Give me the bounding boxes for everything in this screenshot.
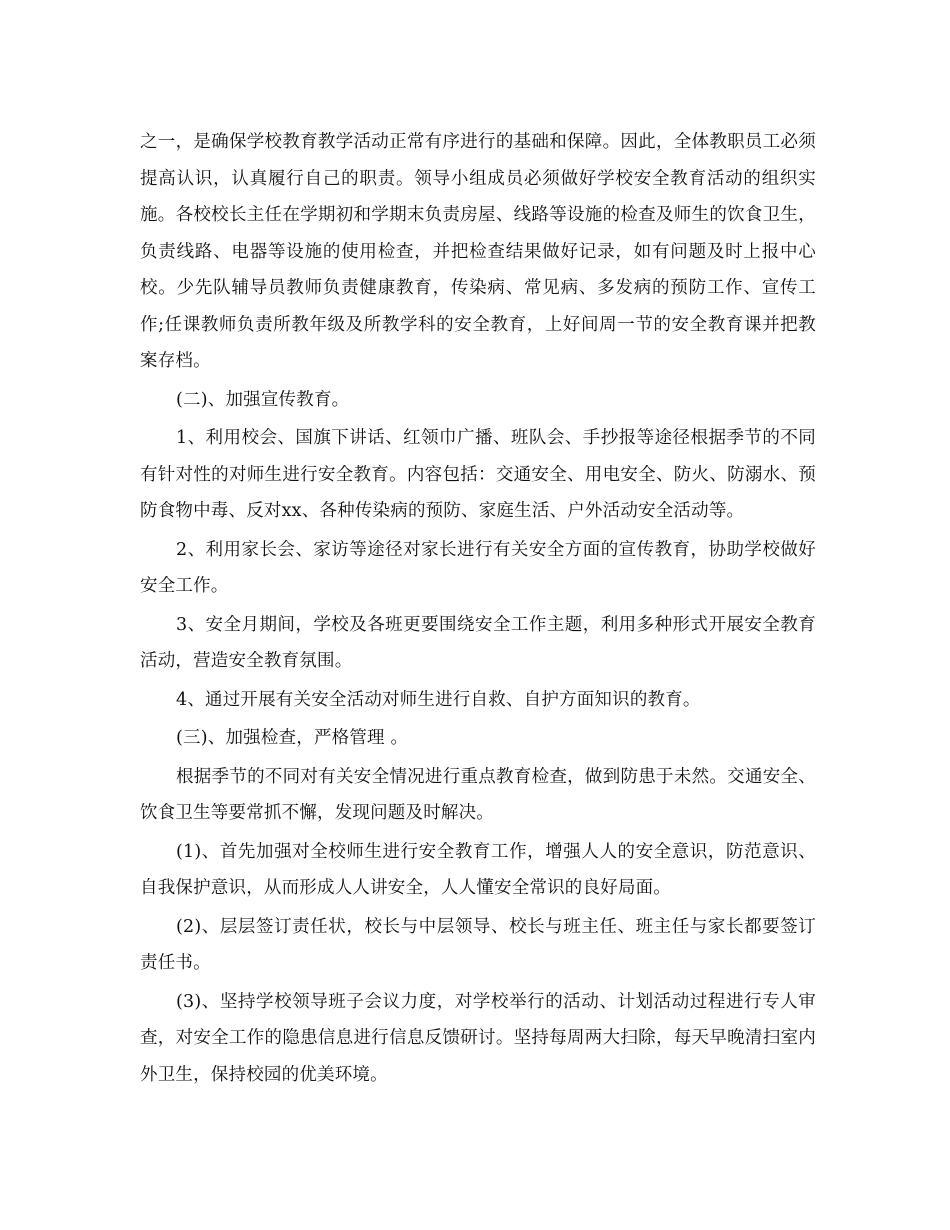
paragraph-item-1: 1、利用校会、国旗下讲话、红领巾广播、班队会、手抄报等途径根据季节的不同有针对性的对师生进行安全教育。内容包括：交通安全、用电安全、防火、防溺水、预防食物中毒、反对xx、各种传染病的预防、家庭生活、户外活动安全活动等。 (140, 428, 816, 521)
paragraph-point-1: (1)、首先加强对全校师生进行安全教育工作，增强人人的安全意识，防范意识、自我保护意识，从而形成人人讲安全，人人懂安全常识的良好局面。 (140, 841, 816, 898)
document-body (140, 124, 816, 1095)
paragraph-point-2: (2)、层层签订责任状，校长与中层领导、校长与班主任、班主任与家长都要签订责任书。 (140, 916, 816, 973)
paragraph-item-3: 3、安全月期间，学校及各班更要围绕安全工作主题，利用多种形式开展安全教育活动，营造安全教育氛围。 (140, 614, 816, 671)
paragraph-seasonal-inspection: 根据季节的不同对有关安全情况进行重点教育检查，做到防患于未然。交通安全、饮食卫生等要常抓不懈，发现问题及时解决。 (140, 766, 816, 823)
paragraph-responsibilities: 之一，是确保学校教育教学活动正常有序进行的基础和保障。因此，全体教职员工必须提高认识，认真履行自己的职责。领导小组成员必须做好学校安全教育活动的组织实施。各校校长主任在学期初和学期末负责房屋、线路等设施的检查及师生的饮食卫生，负责线路、电器等设施的使用检查，并把检查结果做好记录，如有问题及时上报中心校。少先队辅导员教师负责健康教育，传染病、常见病、多发病的预防工作、宣传工作;任课教师负责所教年级及所教学科的安全教育，上好间周一节的安全教育课并把教案存档。 (140, 132, 816, 371)
paragraph-item-2: 2、利用家长会、家访等途径对家长进行有关安全方面的宣传教育，协助学校做好安全工作。 (140, 539, 816, 596)
paragraph-item-4: 4、通过开展有关安全活动对师生进行自救、自护方面知识的教育。 (176, 689, 701, 710)
section-heading-inspection: (三)、加强检查，严格管理 。 (176, 728, 409, 748)
section-heading-publicity: (二)、加强宣传教育。 (176, 389, 350, 410)
paragraph-point-3: (3)、坚持学校领导班子会议力度，对学校举行的活动、计划活动过程进行专人审查，对安全工作的隐患信息进行信息反馈研讨。坚持每周两大扫除，每天早晚清扫室内外卫生，保持校园的优美环境。 (140, 991, 816, 1085)
